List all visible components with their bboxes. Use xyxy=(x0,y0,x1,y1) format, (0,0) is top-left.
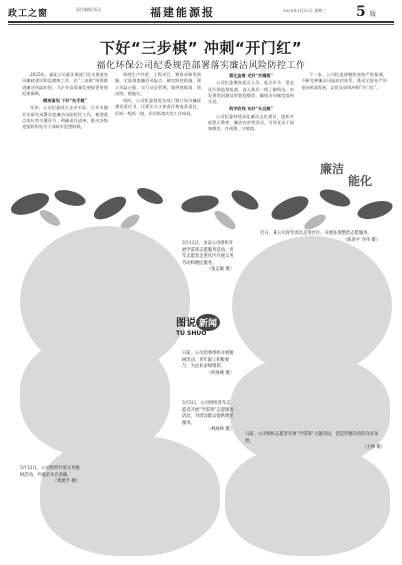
photo-caption-3 xyxy=(182,401,234,434)
paragraph: 公司纪委持续深化廉洁文化建设，组织开展警示教育、廉洁宣讲等活动，引导党员干部知敬畏、存戒惧、守底线。 xyxy=(208,113,294,132)
paragraph: 围绕生产经营、工程项目、物资采购等领域，全面排查廉洁风险点，制定防控措施，建立风险台账，实行动态管理，做到底数清、情况明、措施实。 xyxy=(115,72,201,96)
photo-credit: （张志敏 摄） xyxy=(206,267,234,272)
editor-line: 责任编辑 版式 xyxy=(76,7,102,12)
news-logo xyxy=(170,310,230,354)
paragraph: 同时，公司纪委督促各部门签订党风廉政建设责任书，压紧压实主体责任和监督责任，形成一级抓一级、层层抓落实的工作格局。 xyxy=(115,98,201,116)
photo-credit: （王林 摄） xyxy=(362,445,385,450)
page-number-box xyxy=(356,5,390,19)
caption-text: 日前，公司组织志愿者开展“学雷锋”主题活动，营造崇德向善的良好氛围。 xyxy=(245,432,379,444)
photo-caption-4 xyxy=(260,231,380,244)
integrity-logo-word-2: 能化 xyxy=(348,174,373,188)
paragraph: 2025年，福化公司某环保部门扎实推进党风廉政建设和反腐败工作，以“三步棋”统筹推进廉洁风险防控，为企业高质量发展提供坚强纪律保障。 xyxy=(22,72,108,96)
page-banner: 版 xyxy=(370,11,377,18)
paragraph: 下一步，公司纪委将继续坚持严的基调，不断完善廉洁风险防控体系，推动全面从严治党向纵深发展，以优异成绩冲刺“开门红”。 xyxy=(301,72,387,90)
paragraph: 公司纪委聚焦重点人员、重点环节，常态化开展监督检查，深入基层一线了解情况，对发现的问题及时督促整改，确保各项制度落到实处。 xyxy=(208,80,294,105)
masthead-rule-thin xyxy=(8,24,394,25)
caption-text: 3月11日，永安公司组织开展学雷锋志愿服务活动，青年志愿者走进社区开展义务劳动和便民服务。 xyxy=(182,241,234,266)
photo-caption-2 xyxy=(182,351,234,377)
photo-caption-1 xyxy=(182,241,234,274)
news-logo-word-2: 新闻 xyxy=(196,314,220,331)
integrity-logo-word-1: 廉洁 xyxy=(320,162,345,176)
photo-workers-equipment xyxy=(232,236,392,376)
subheading: 筑牢防线 布好“长远棋” xyxy=(229,106,273,112)
sub-headline: 福化环保公司纪委规范部署落实廉洁风险防控工作 xyxy=(96,61,306,71)
article-column-4 xyxy=(301,72,387,158)
article-column-1 xyxy=(22,72,108,185)
news-logo-word-1: 图说 xyxy=(176,318,196,329)
caption-text: 日前，公司团委组织开展植树活动，青年职工积极参与，为企业添绿增彩。 xyxy=(182,351,234,369)
caption-text: 3月12日，公司组织开展义务植树活动，共植苗木百余株。 xyxy=(20,466,80,478)
photo-credit: （陈春平 李伟 摄） xyxy=(342,237,380,243)
date-line: 2025年3月12日 星期三 xyxy=(283,8,327,13)
article-column-2 xyxy=(115,72,201,185)
photo-credit: （何海峰 摄） xyxy=(206,370,234,376)
photo-credit: （黄建平 摄） xyxy=(52,479,80,484)
photo-group-portrait xyxy=(225,446,390,556)
photo-planting-group xyxy=(40,436,220,556)
photo-spread xyxy=(0,186,402,565)
article-column-3 xyxy=(208,72,294,185)
paper-name: 福建能源报 xyxy=(150,6,215,19)
caption-text: 近日，某公司青年团员走进社区，开展环境整治志愿服务。 xyxy=(260,231,372,236)
page-number: 5 xyxy=(356,4,366,20)
photo-credit: （林海林 摄） xyxy=(206,427,234,432)
news-logo-sub: TU SHUO xyxy=(176,330,207,337)
caption-text: 3月5日，公司组织青年志愿者开展“学雷锋”志愿服务活动，为周边群众提供便民服务。 xyxy=(182,401,234,426)
masthead-rule xyxy=(8,21,394,23)
subheading: 强化监督 走好“关键棋” xyxy=(229,73,273,78)
photo-caption-5 xyxy=(20,466,80,486)
section-title: 政工之窗 xyxy=(8,9,49,19)
photo-caption-6 xyxy=(245,432,385,452)
paragraph: 年初，公司纪委结合企业实际，召开专题会议研究部署年度廉洁风险防控工作，梳理重点岗位和关键环节，明确责任清单，推动各级党组织和党员干部筑牢思想防线。 xyxy=(22,105,108,130)
masthead xyxy=(0,0,402,30)
subheading: 精准谋划 下好“先手棋” xyxy=(43,98,87,104)
main-headline: 下好“三步棋” 冲刺“开门红” xyxy=(99,39,303,57)
